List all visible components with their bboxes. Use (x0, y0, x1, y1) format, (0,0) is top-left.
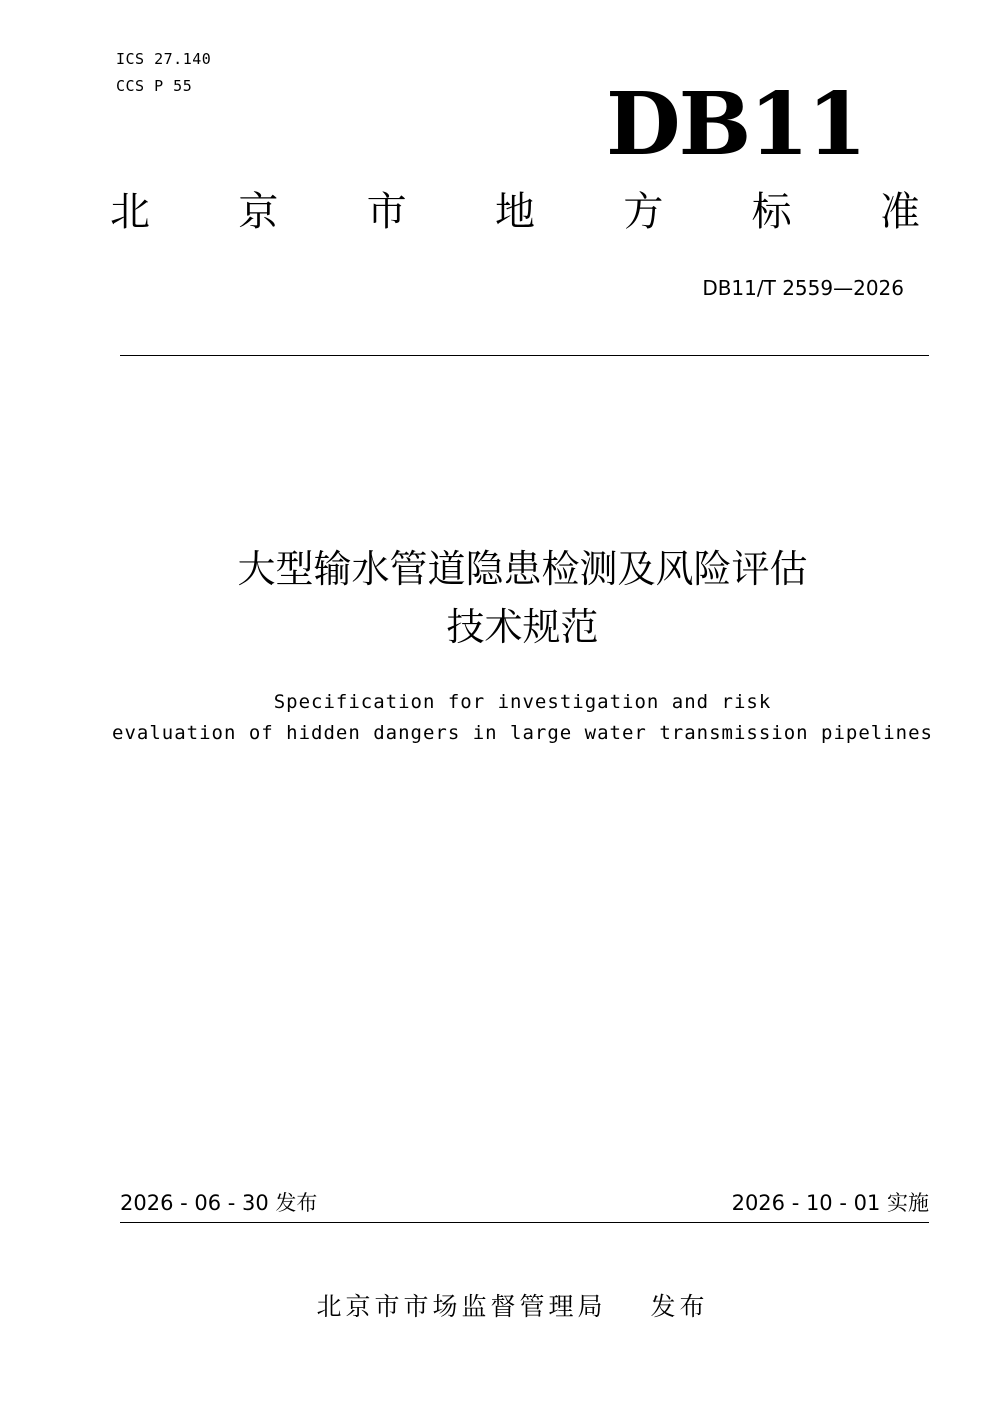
standard-type-char: 市 (366, 189, 407, 235)
ccs-code: CCS P 55 (116, 77, 193, 95)
title-en-line2: evaluation of hidden dangers in large water transmission pipelines (112, 722, 933, 744)
standard-type-char: 准 (879, 189, 920, 235)
publish-action: 发布 (650, 1292, 709, 1321)
bottom-divider (120, 1222, 929, 1223)
title-zh-line1: 大型输水管道隐患检测及风险评估 (237, 547, 808, 591)
standard-type-title (110, 189, 920, 235)
implementation-date: 2026 - 10 - 01 实施 (731, 1191, 929, 1215)
title-en-line1: Specification for investigation and risk (273, 691, 772, 713)
top-divider (120, 355, 929, 356)
issue-date: 2026 - 06 - 30 发布 (120, 1191, 318, 1215)
standard-type-char: 地 (494, 189, 535, 235)
standard-type-char: 标 (751, 189, 792, 235)
publisher-name: 北京市市场监督管理局 (316, 1292, 607, 1321)
standard-number: DB11/T 2559—2026 (702, 276, 904, 300)
standard-type-char: 北 (110, 189, 150, 235)
standard-type-char: 方 (623, 189, 664, 235)
title-zh-line2: 技术规范 (446, 605, 599, 649)
ics-code: ICS 27.140 (116, 50, 212, 68)
db11-logo: DB11 (606, 74, 865, 175)
standard-type-char: 京 (238, 189, 279, 235)
publisher-line (0, 1294, 1000, 1319)
